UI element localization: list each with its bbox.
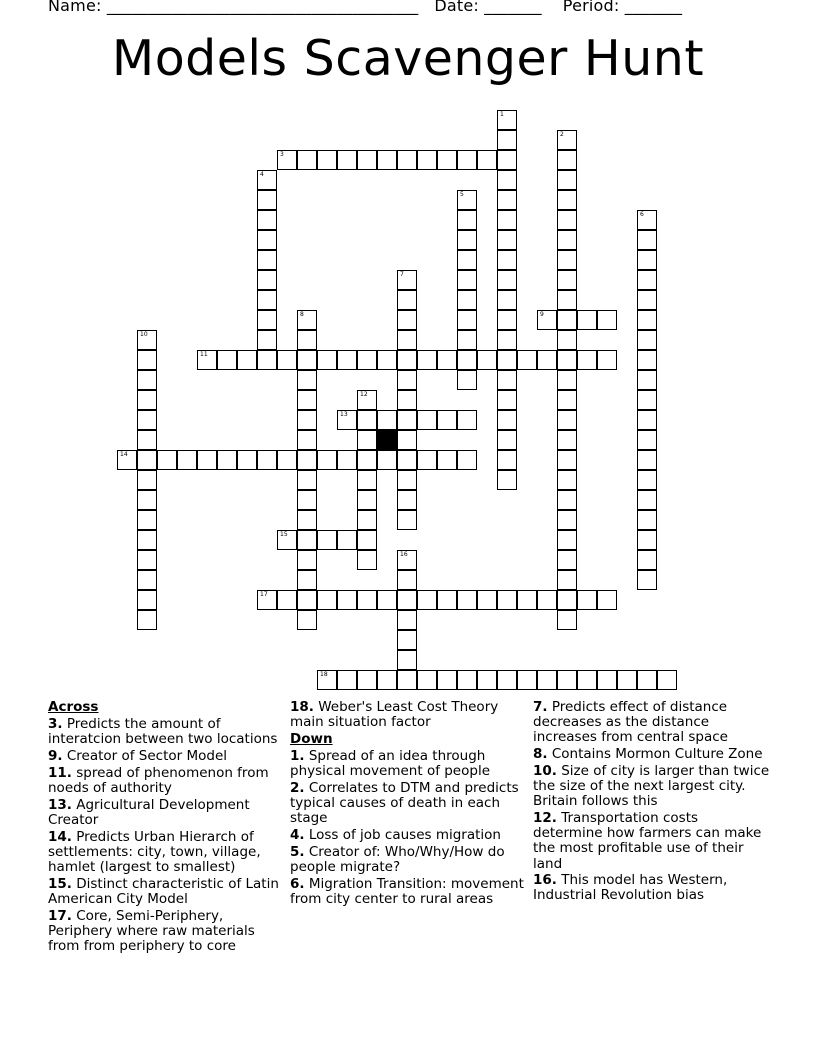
grid-cell-number: 17 [260,591,268,598]
grid-cell[interactable] [397,350,417,370]
grid-cell[interactable] [497,230,517,250]
grid-cell[interactable] [397,630,417,650]
grid-cell[interactable] [457,670,477,690]
grid-cell[interactable] [537,670,557,690]
grid-cell[interactable] [317,350,337,370]
grid-cell[interactable] [637,570,657,590]
grid-cell[interactable] [557,390,577,410]
grid-cell[interactable] [437,150,457,170]
grid-cell[interactable] [557,530,577,550]
grid-cell[interactable] [617,670,637,690]
grid-cell[interactable] [377,670,397,690]
grid-cell[interactable] [397,610,417,630]
grid-cell[interactable] [297,510,317,530]
grid-cell[interactable] [317,670,337,690]
grid-cell[interactable] [557,610,577,630]
grid-cell[interactable] [557,470,577,490]
grid-cell[interactable] [337,450,357,470]
grid-cell[interactable] [297,150,317,170]
grid-cell[interactable] [357,410,377,430]
grid-cell[interactable] [497,410,517,430]
grid-cell[interactable] [337,670,357,690]
grid-cell[interactable] [637,290,657,310]
grid-cell[interactable] [137,410,157,430]
grid-cell[interactable] [457,290,477,310]
grid-cell[interactable] [517,670,537,690]
grid-cell-number: 4 [260,171,264,178]
grid-cell[interactable] [557,410,577,430]
grid-cell[interactable] [637,270,657,290]
grid-cell[interactable] [637,410,657,430]
clue-down-6: 6. Migration Transition: movement from city center to rural areas [290,875,524,907]
grid-cell[interactable] [637,430,657,450]
grid-cell[interactable] [377,350,397,370]
grid-cell[interactable] [217,450,237,470]
grid-cell-number: 12 [360,391,368,398]
grid-cell[interactable] [257,230,277,250]
clue-across-3: 3. Predicts the amount of interatcion between two locations [48,716,278,748]
grid-cell[interactable] [417,410,437,430]
grid-cell[interactable] [397,650,417,670]
grid-cell[interactable] [237,350,257,370]
grid-cell[interactable] [137,350,157,370]
grid-cell[interactable] [297,350,317,370]
grid-cell-number: 10 [140,331,148,338]
grid-cell[interactable] [157,450,177,470]
grid-cell[interactable] [217,350,237,370]
grid-cell[interactable] [537,350,557,370]
grid-cell[interactable] [337,590,357,610]
grid-cell-number: 18 [320,671,328,678]
grid-cell[interactable] [477,150,497,170]
grid-cell[interactable] [257,590,277,610]
grid-cell[interactable] [497,130,517,150]
grid-cell[interactable] [497,310,517,330]
clues-column-2 [290,700,528,909]
grid-cell[interactable] [357,510,377,530]
grid-cell[interactable] [497,590,517,610]
grid-cell[interactable] [457,190,477,210]
grid-cell[interactable] [557,150,577,170]
grid-cell[interactable] [137,430,157,450]
grid-cell[interactable] [577,670,597,690]
clue-down-1: 1. Spread of an idea through physical movement of people [290,748,491,780]
grid-cell[interactable] [417,350,437,370]
grid-cell[interactable] [337,410,357,430]
grid-cell[interactable] [557,250,577,270]
grid-cell[interactable] [497,670,517,690]
grid-cell[interactable] [277,530,297,550]
grid-cell[interactable] [337,150,357,170]
grid-cell[interactable] [397,390,417,410]
grid-cell[interactable] [437,590,457,610]
clue-down-12: 12. Transportation costs determine how farmers can make the most profitable use of their land [533,809,762,872]
grid-cell-number: 16 [400,551,408,558]
grid-cell[interactable] [357,590,377,610]
grid-cell[interactable] [457,210,477,230]
grid-cell[interactable] [497,250,517,270]
grid-cell[interactable] [597,670,617,690]
grid-cell[interactable] [357,450,377,470]
clue-down-2: 2. Correlates to DTM and predicts typical causes of death in each stage [290,780,519,827]
page-title: Models Scavenger Hunt [111,30,705,87]
grid-cell[interactable] [637,550,657,570]
grid-cell[interactable] [637,530,657,550]
grid-cell[interactable] [297,310,317,330]
grid-cell[interactable] [497,430,517,450]
grid-cell[interactable] [397,670,417,690]
grid-cell-number: 9 [540,311,544,318]
grid-cell[interactable] [637,230,657,250]
grid-cell[interactable] [137,610,157,630]
grid-cell[interactable] [457,150,477,170]
grid-cell[interactable] [297,530,317,550]
grid-cell[interactable] [357,490,377,510]
grid-cell[interactable] [197,450,217,470]
grid-cell[interactable] [557,590,577,610]
grid-cell[interactable] [577,310,597,330]
grid-cell[interactable] [457,250,477,270]
grid-cell[interactable] [397,370,417,390]
clue-across-9: 9. Creator of Sector Model [48,748,228,765]
grid-cell[interactable] [497,290,517,310]
grid-cell-number: 14 [120,451,128,458]
grid-cell[interactable] [237,450,257,470]
grid-cell[interactable] [277,450,297,470]
grid-cell[interactable] [637,510,657,530]
grid-cell[interactable] [377,450,397,470]
grid-cell[interactable] [257,350,277,370]
grid-cell[interactable] [357,470,377,490]
grid-cell[interactable] [437,410,457,430]
grid-cell[interactable] [557,550,577,570]
clue-across-14: 14. Predicts Urban Hierarch of settlements: city, town, village, hamlet (largest to smallest) [48,828,261,876]
grid-cell[interactable] [497,190,517,210]
grid-cell[interactable] [457,590,477,610]
grid-cell[interactable] [557,210,577,230]
grid-cell[interactable] [557,290,577,310]
grid-cell[interactable] [357,550,377,570]
grid-cell[interactable] [397,410,417,430]
grid-cell[interactable] [137,470,157,490]
grid-cell[interactable] [497,470,517,490]
grid-cell[interactable] [137,450,157,470]
grid-cell[interactable] [557,370,577,390]
grid-cell[interactable] [557,130,577,150]
grid-cell-number: 8 [300,311,304,318]
grid-cell[interactable] [477,350,497,370]
grid-cell-number: 1 [500,111,504,118]
grid-cell[interactable] [397,310,417,330]
grid-cell[interactable] [457,270,477,290]
grid-cell[interactable] [637,450,657,470]
grid-cell-number: 13 [340,411,348,418]
grid-cell[interactable] [297,590,317,610]
grid-cell[interactable] [137,530,157,550]
grid-cell-number: 5 [460,191,464,198]
grid-cell[interactable] [137,370,157,390]
grid-cell-number: 2 [560,131,564,138]
grid-cell[interactable] [497,170,517,190]
grid-cell[interactable] [137,590,157,610]
grid-cell[interactable] [337,350,357,370]
grid-cell[interactable] [397,510,417,530]
grid-cell[interactable] [497,390,517,410]
grid-cell[interactable] [497,210,517,230]
grid-cell[interactable] [137,570,157,590]
clues-column-3 [533,700,771,905]
grid-cell[interactable] [277,590,297,610]
grid-cell[interactable] [357,350,377,370]
grid-cell[interactable] [397,290,417,310]
grid-cell[interactable] [457,370,477,390]
grid-cell[interactable] [377,150,397,170]
grid-cell[interactable] [537,310,557,330]
grid-cell[interactable] [597,590,617,610]
grid-cell[interactable] [397,330,417,350]
grid-cell[interactable] [357,430,377,450]
grid-cell[interactable] [557,350,577,370]
grid-cell[interactable] [437,450,457,470]
grid-cell[interactable] [417,150,437,170]
grid-cell[interactable] [197,350,217,370]
grid-cell[interactable] [637,250,657,270]
grid-cell[interactable] [557,310,577,330]
grid-cell[interactable] [597,350,617,370]
grid-cell[interactable] [457,330,477,350]
grid-cell[interactable] [437,350,457,370]
grid-cell[interactable] [577,590,597,610]
grid-cell[interactable] [297,570,317,590]
grid-cell[interactable] [297,370,317,390]
grid-cell[interactable] [257,250,277,270]
grid-cell-number: 15 [280,531,288,538]
grid-cell[interactable] [117,450,137,470]
grid-cell[interactable] [317,150,337,170]
grid-cell[interactable] [497,330,517,350]
grid-cell[interactable] [397,550,417,570]
grid-cell[interactable] [557,570,577,590]
grid-cell[interactable] [257,170,277,190]
grid-cell[interactable] [257,190,277,210]
grid-cell[interactable] [557,490,577,510]
grid-cell[interactable] [357,150,377,170]
grid-cell[interactable] [257,310,277,330]
grid-cell[interactable] [577,350,597,370]
grid-cell[interactable] [517,590,537,610]
grid-cell[interactable] [317,450,337,470]
grid-cell[interactable] [257,450,277,470]
grid-cell[interactable] [137,330,157,350]
grid-cell[interactable] [297,430,317,450]
grid-cell[interactable] [137,550,157,570]
clue-down-5: 5. Creator of: Who/Why/How do people migrate? [290,843,505,876]
clue-down-16: 16. This model has Western, Industrial Revolution bias [533,872,728,904]
down-heading: Down [290,730,333,747]
grid-cell[interactable] [417,670,437,690]
grid-cell[interactable] [597,310,617,330]
grid-cell[interactable] [557,450,577,470]
clue-down-10: 10. Size of city is larger than twice the size of the next largest city. Britain follows this [533,762,770,810]
grid-cell[interactable] [657,670,677,690]
grid-cell[interactable] [257,270,277,290]
grid-cell[interactable] [557,430,577,450]
clue-across-13: 13. Agricultural Development Creator [48,796,250,828]
grid-cell[interactable] [497,350,517,370]
clues-column-1 [48,700,286,956]
grid-cell[interactable] [377,590,397,610]
grid-cell[interactable] [457,230,477,250]
grid-cell[interactable] [637,310,657,330]
grid-cell[interactable] [557,510,577,530]
grid-cell-number: 6 [640,211,644,218]
grid-block-cell [377,430,397,450]
grid-cell[interactable] [397,270,417,290]
grid-cell[interactable] [257,210,277,230]
grid-cell[interactable] [277,150,297,170]
grid-cell[interactable] [457,410,477,430]
grid-cell[interactable] [457,450,477,470]
clue-down-8: 8. Contains Mormon Culture Zone [533,746,763,763]
grid-cell[interactable] [397,430,417,450]
clue-down-7: 7. Predicts effect of distance decreases as the distance increases from central space [533,699,728,746]
grid-cell[interactable] [477,590,497,610]
grid-cell[interactable] [637,670,657,690]
grid-cell[interactable] [357,390,377,410]
clue-across-15: 15. Distinct characteristic of Latin American City Model [48,875,279,907]
student-info-line: Name: ______________________________________ Date: _______ Period: _______ [48,0,683,15]
grid-cell[interactable] [637,490,657,510]
grid-cell[interactable] [297,470,317,490]
grid-cell[interactable] [337,530,357,550]
grid-cell[interactable] [497,110,517,130]
grid-cell[interactable] [277,350,297,370]
grid-cell[interactable] [357,670,377,690]
grid-cell[interactable] [417,450,437,470]
grid-cell[interactable] [137,510,157,530]
grid-cell[interactable] [397,590,417,610]
across-heading: Across [48,699,99,715]
grid-cell[interactable] [497,150,517,170]
grid-cell[interactable] [637,470,657,490]
grid-cell[interactable] [497,370,517,390]
grid-cell[interactable] [257,330,277,350]
grid-cell[interactable] [557,330,577,350]
grid-cell[interactable] [557,270,577,290]
grid-cell[interactable] [637,210,657,230]
grid-cell-number: 11 [200,351,208,358]
grid-cell[interactable] [357,530,377,550]
clue-across-18: 18. Weber's Least Cost Theory main situation factor [290,699,499,731]
grid-cell[interactable] [297,550,317,570]
grid-cell[interactable] [297,490,317,510]
grid-cell-number: 3 [280,151,284,158]
grid-cell-number: 7 [400,271,404,278]
grid-cell[interactable] [377,410,397,430]
grid-cell[interactable] [137,490,157,510]
grid-cell[interactable] [297,450,317,470]
grid-cell[interactable] [177,450,197,470]
clue-across-17: 17. Core, Semi-Periphery, Periphery where raw materials from from periphery to core [48,907,255,955]
grid-cell[interactable] [497,270,517,290]
clue-down-4: 4. Loss of job causes migration [290,827,501,844]
grid-cell[interactable] [397,470,417,490]
grid-cell[interactable] [637,370,657,390]
grid-cell[interactable] [477,670,497,690]
grid-cell[interactable] [297,330,317,350]
grid-cell[interactable] [517,350,537,370]
grid-cell[interactable] [297,390,317,410]
grid-cell[interactable] [557,670,577,690]
grid-cell[interactable] [317,530,337,550]
clue-across-11: 11. spread of phenomenon from noeds of authority [48,764,269,797]
grid-cell[interactable] [557,170,577,190]
grid-cell[interactable] [437,670,457,690]
grid-cell[interactable] [257,290,277,310]
grid-cell[interactable] [457,350,477,370]
grid-cell[interactable] [637,330,657,350]
grid-cell[interactable] [317,590,337,610]
grid-cell[interactable] [297,410,317,430]
grid-cell[interactable] [457,310,477,330]
grid-cell[interactable] [497,450,517,470]
grid-cell[interactable] [297,610,317,630]
grid-cell[interactable] [137,390,157,410]
grid-cell[interactable] [397,150,417,170]
grid-cell[interactable] [397,570,417,590]
grid-cell[interactable] [397,450,417,470]
grid-cell[interactable] [537,590,557,610]
grid-cell[interactable] [557,190,577,210]
grid-cell[interactable] [417,590,437,610]
grid-cell[interactable] [637,390,657,410]
grid-cell[interactable] [637,350,657,370]
grid-cell[interactable] [397,490,417,510]
grid-cell[interactable] [557,230,577,250]
